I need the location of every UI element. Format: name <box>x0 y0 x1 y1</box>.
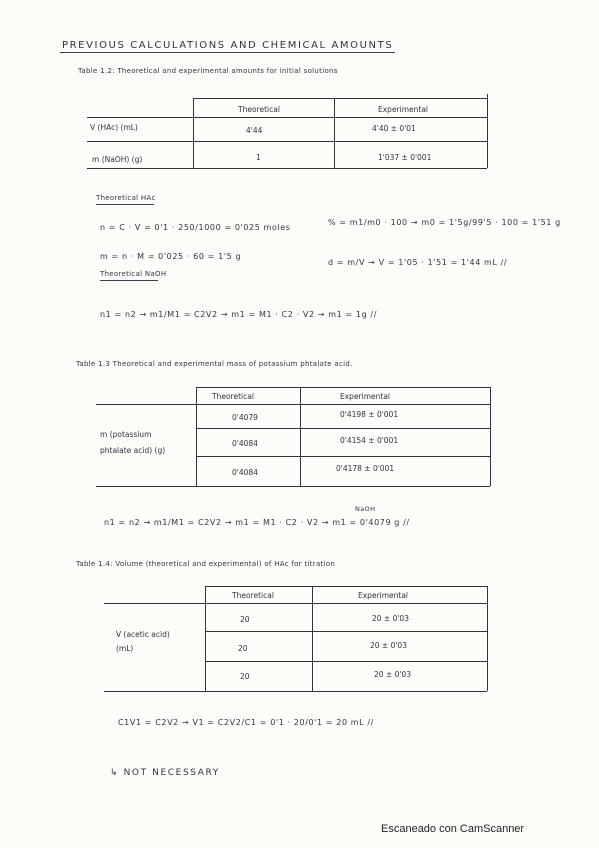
table3-bottom-line <box>104 691 487 692</box>
table3-row2-line <box>205 661 487 662</box>
table2-row2-line <box>196 456 490 457</box>
table1-right-line <box>487 94 488 168</box>
table3-col-experimental: Experimental <box>358 591 409 600</box>
naoh-annotation: NaOH <box>355 505 376 513</box>
table3-right-line <box>487 586 488 691</box>
table1-left-line <box>193 98 194 168</box>
table1-row2-label: m (NaOH) (g) <box>92 155 143 164</box>
table2-mid-vline <box>300 387 301 486</box>
table1-col-experimental: Experimental <box>378 105 429 114</box>
camscanner-footer: Escaneado con CamScanner <box>381 823 525 835</box>
table2-row1-theoretical: 0'4079 <box>232 413 258 422</box>
table3-caption: Table 1.4: Volume (theoretical and experimental) of HAc for titration <box>76 560 336 568</box>
table2-bottom-line <box>96 486 490 487</box>
hac-percent-eq: % = m1/m0 · 100 → m0 = 1'5g/99'5 · 100 = 1'51 g <box>328 218 561 227</box>
heading-underline <box>60 52 395 53</box>
table3-row1-experimental: 20 ± 0'03 <box>372 614 409 623</box>
table2-top-line <box>196 387 490 388</box>
table3-row3-theoretical: 20 <box>240 672 250 681</box>
table1-mid-vline <box>334 98 335 168</box>
table2-row2-theoretical: 0'4084 <box>232 439 258 448</box>
table2-row2-experimental: 0'4154 ± 0'001 <box>340 436 399 445</box>
table2-col-experimental: Experimental <box>340 392 391 401</box>
table1-row1-label: V (HAc) (mL) <box>90 123 138 132</box>
table2-row1-experimental: 0'4198 ± 0'001 <box>340 410 399 419</box>
table1-row1-experimental: 4'40 ± 0'01 <box>372 124 416 133</box>
table3-row-label: V (acetic acid) (mL) <box>116 630 170 653</box>
table2-row3-theoretical: 0'4084 <box>232 468 258 477</box>
table1-mid-line <box>87 117 487 118</box>
table3-row1-line <box>205 631 487 632</box>
table3-row2-experimental: 20 ± 0'03 <box>370 641 407 650</box>
naoh-title: Theoretical NaOH <box>100 270 167 278</box>
phthalate-mass-eq: n1 = n2 → m1/M1 = C2V2 → m1 = M1 · C2 · V2 → m1 = 0'4079 g // <box>104 518 410 527</box>
table2-row3-experimental: 0'4178 ± 0'001 <box>336 464 395 473</box>
hac-title-underline <box>96 204 154 205</box>
table2-left-line <box>196 387 197 486</box>
table2-row1-line <box>196 428 490 429</box>
table3-header-line <box>104 603 487 604</box>
hac-title: Theoretical HAc <box>96 194 156 202</box>
hac-density-eq: d = m/V → V = 1'05 · 1'51 = 1'44 mL // <box>328 258 508 267</box>
table1-row2-theoretical: 1 <box>256 153 261 162</box>
table3-top-line <box>205 586 487 587</box>
table2-header-line <box>96 404 490 405</box>
page-heading: PREVIOUS CALCULATIONS AND CHEMICAL AMOUNTS <box>62 40 394 51</box>
table1-top-line <box>193 98 487 99</box>
dilution-eq: C1V1 = C2V2 → V1 = C2V2/C1 = 0'1 · 20/0'1 = 20 mL // <box>118 718 374 727</box>
table3-left-line <box>205 586 206 691</box>
hac-moles-eq: n = C · V = 0'1 · 250/1000 = 0'025 moles <box>100 223 291 232</box>
table1-row2-experimental: 1'037 ± 0'001 <box>378 153 432 162</box>
hac-mass-eq: m = n · M = 0'025 · 60 = 1'5 g <box>100 252 242 261</box>
table2-col-theoretical: Theoretical <box>212 392 254 401</box>
table3-mid-vline <box>312 586 313 691</box>
table3-row1-theoretical: 20 <box>240 615 250 624</box>
table3-col-theoretical: Theoretical <box>232 591 274 600</box>
table1-col-theoretical: Theoretical <box>238 105 280 114</box>
not-necessary-note: ↳ NOT NECESSARY <box>110 768 220 778</box>
table1-row1-theoretical: 4'44 <box>246 126 263 135</box>
table2-right-line <box>490 387 491 486</box>
table2-caption: Table 1.3 Theoretical and experimental mass of potassium phtalate acid. <box>76 360 353 368</box>
naoh-mass-eq: n1 = n2 → m1/M1 = C2V2 → m1 = M1 · C2 · V2 → m1 = 1g // <box>100 310 378 319</box>
table1-caption: Table 1.2: Theoretical and experimental amounts for initial solutions <box>78 67 338 75</box>
table3-row3-experimental: 20 ± 0'03 <box>374 670 411 679</box>
table2-row-label: m (potassium phtalate acid) (g) <box>100 430 166 455</box>
table1-bottom-line <box>87 168 487 169</box>
naoh-title-underline <box>100 280 158 281</box>
table1-row-line <box>87 141 487 142</box>
table3-row2-theoretical: 20 <box>238 644 248 653</box>
